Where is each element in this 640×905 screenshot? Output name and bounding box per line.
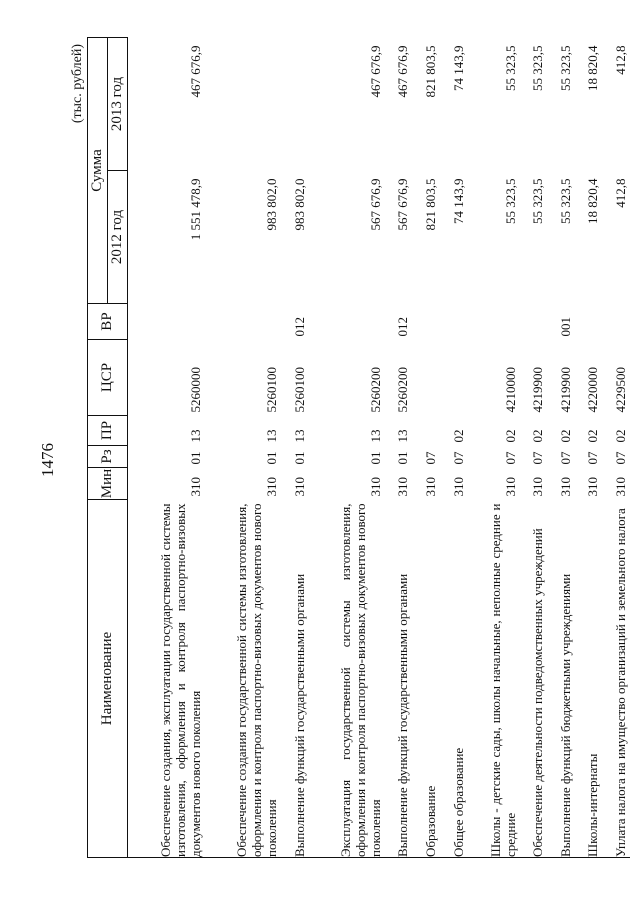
cell-sum-2013 [281,37,309,170]
cell-sum-2012: 983 802,0 [291,178,307,231]
cell-vr [575,304,603,340]
cell-sum-2013: 821 803,5 [422,45,438,98]
cell-name: Обеспечение создания, эксплуатации государственной системы изготовления, оформления и контроля паспортно-визовых документов нового поколения [128,500,205,858]
cell-sum-2012: 55 323,5 [557,178,573,224]
budget-table [87,37,630,858]
table-row [547,37,575,857]
cell-sum-2013: 467 676,9 [395,45,411,98]
cell-sum-2013: 18 820,4 [585,45,601,91]
cell-min: 310 [367,477,383,497]
cell-csr: 4229500 [613,367,628,413]
cell-vr [602,304,630,340]
cell-name: Выполнение функций государственными органами [281,500,309,858]
cell-rz: 07 [557,451,573,465]
cell-min: 310 [613,477,628,497]
cell-csr [412,340,440,416]
cell-pr: 02 [585,429,601,443]
cell-rz: 01 [187,451,203,465]
cell-csr: 5260000 [187,367,203,413]
cell-csr [440,340,468,416]
header-year-2012: 2012 год [108,171,128,304]
cell-sum-2013: 55 323,5 [502,45,518,91]
table-row [309,37,385,857]
cell-min: 310 [422,477,438,497]
cell-min: 310 [585,477,601,497]
cell-sum-2013 [205,37,281,170]
cell-name: Обеспечение деятельности подведомственных учреждений [520,500,548,858]
cell-vr [412,304,440,340]
cell-name: Образование [412,500,440,858]
cell-rz: 01 [263,451,279,465]
cell-sum-2012: 567 676,9 [367,178,383,231]
cell-csr: 4210000 [502,367,518,413]
cell-sum-2012: 821 803,5 [422,178,438,231]
cell-csr: 5260200 [367,367,383,413]
cell-pr: 02 [450,429,466,443]
cell-vr: 001 [557,317,573,337]
cell-name: Уплата налога на имущество организаций и земельного налога [602,500,630,858]
cell-sum-2013: 467 676,9 [187,45,203,98]
cell-rz: 01 [367,451,383,465]
cell-min: 310 [450,477,466,497]
cell-name: Выполнение функций бюджетными учреждениями [547,500,575,858]
header-pr: ПР [88,416,128,446]
cell-csr: 4219900 [557,367,573,413]
cell-pr: 13 [367,429,383,443]
cell-vr [205,304,281,340]
cell-name: Общее образование [440,500,468,858]
table-row [440,37,468,857]
cell-pr: 02 [613,429,628,443]
cell-sum-2012: 74 143,9 [450,178,466,224]
cell-sum-2013: 467 676,9 [367,45,383,98]
table-row [468,37,520,857]
header-sum: Сумма [88,37,108,303]
cell-rz: 01 [291,451,307,465]
cell-min: 310 [530,477,546,497]
cell-csr: 4220000 [585,367,601,413]
cell-vr [128,304,205,340]
cell-rz: 07 [422,451,438,465]
cell-vr: 012 [395,317,411,337]
cell-sum-2013: 55 323,5 [557,45,573,91]
cell-sum-2012: 1 551 478,9 [187,178,203,241]
header-min: Мин [88,468,128,500]
cell-min: 310 [263,477,279,497]
page-number [36,440,60,480]
cell-vr: 012 [291,317,307,337]
table-row [128,37,205,857]
cell-vr [468,304,520,340]
units-label: (тыс. рублей) [70,44,85,124]
cell-sum-2012: 983 802,0 [263,178,279,231]
cell-sum-2013: 55 323,5 [530,45,546,91]
cell-pr: 13 [395,429,411,443]
cell-csr: 5260100 [291,367,307,413]
cell-csr: 5260100 [263,367,279,413]
table-row [575,37,603,857]
cell-sum-2012: 18 820,4 [585,178,601,224]
header-csr: ЦСР [88,340,128,416]
header-vr: ВР [88,304,128,340]
table-body [128,37,631,857]
table-row [412,37,440,857]
cell-pr: 02 [530,429,546,443]
cell-pr: 13 [187,429,203,443]
cell-min: 310 [395,477,411,497]
table-row [281,37,309,857]
cell-rz: 07 [530,451,546,465]
cell-pr: 13 [291,429,307,443]
page-number-text: 1476 [38,443,57,477]
rotated-table-container [70,38,630,858]
cell-csr: 4219900 [530,367,546,413]
cell-csr: 5260200 [395,367,411,413]
header-rz: Рз [88,446,128,468]
table-row [602,37,630,857]
cell-min: 310 [557,477,573,497]
cell-vr [309,304,385,340]
cell-min: 310 [291,477,307,497]
cell-name: Школы-интернаты [575,500,603,858]
cell-sum-2013: 74 143,9 [450,45,466,91]
table-row [520,37,548,857]
cell-sum-2013: 412,8 [613,45,628,75]
cell-rz: 07 [502,451,518,465]
cell-sum-2012: 55 323,5 [530,178,546,224]
cell-pr [412,416,440,446]
cell-rz: 07 [450,451,466,465]
cell-rz: 01 [395,451,411,465]
cell-pr: 02 [557,429,573,443]
header-year-2013: 2013 год [108,37,128,170]
table-row [205,37,281,857]
cell-min: 310 [187,477,203,497]
cell-sum-2012: 567 676,9 [395,178,411,231]
cell-name: Выполнение функций государственными органами [385,500,413,858]
cell-vr [520,304,548,340]
cell-rz: 07 [613,451,628,465]
cell-pr: 02 [502,429,518,443]
cell-vr [440,304,468,340]
table-row [385,37,413,857]
cell-sum-2012: 412,8 [613,178,628,208]
cell-pr: 13 [263,429,279,443]
cell-name: Обеспечение создания государственной системы изготовления, оформления и контроля паспортно-визовых документов нового поколения [205,500,281,858]
cell-sum-2012: 55 323,5 [502,178,518,224]
cell-name: Школы - детские сады, школы начальные, неполные средние и средние [468,500,520,858]
header-name: Наименование [88,500,128,858]
cell-rz: 07 [585,451,601,465]
cell-min: 310 [502,477,518,497]
cell-name: Эксплуатация государственной системы изготовления, оформления и контроля паспортно-визовых документов нового поколения [309,500,385,858]
